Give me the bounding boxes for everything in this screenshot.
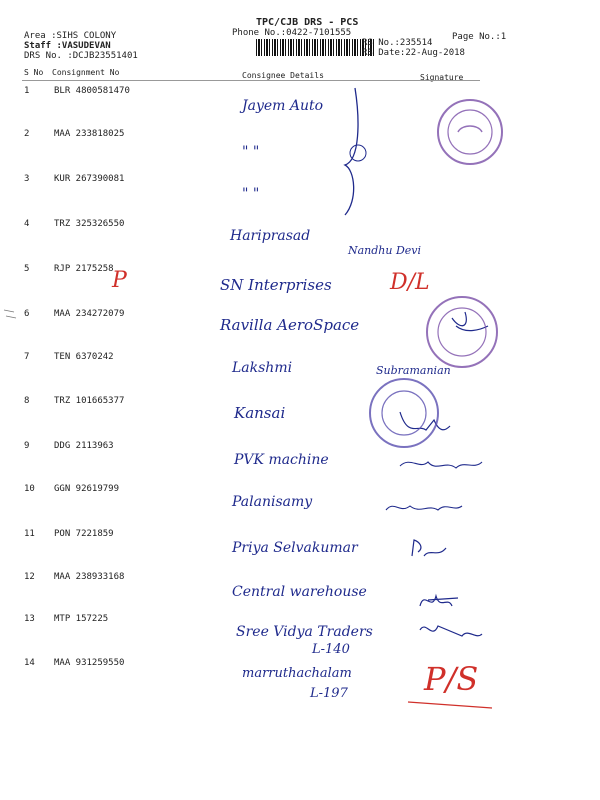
row-consignment-no: KUR 267390081 (54, 174, 125, 184)
rs-date: RS Date:22-Aug-2018 (362, 48, 465, 58)
row-sno: 6 (24, 309, 30, 319)
page-no: Page No.:1 (452, 32, 507, 42)
row-consignee: Palanisamy (232, 494, 313, 510)
row-sno: 14 (24, 658, 35, 668)
row-consignment-no: TEN 6370242 (54, 352, 114, 362)
sub-row13: L-140 (312, 642, 350, 657)
row-sno: 5 (24, 264, 30, 274)
sig-row12-scribble (420, 596, 458, 606)
row-consignment-no: MAA 931259550 (54, 658, 125, 668)
row-consignee: Sree Vidya Traders (236, 624, 373, 640)
row-sno: 7 (24, 352, 30, 362)
circled-3 (350, 145, 366, 161)
row-sno: 3 (24, 174, 30, 184)
row-consignee: PVK machine (234, 452, 329, 468)
row-consignment-no: RJP 2175258 (54, 264, 114, 274)
col-sno: S No (24, 68, 44, 77)
sig-row14: P/S (424, 660, 479, 698)
row-sno: 8 (24, 396, 30, 406)
row-consignment-no: GGN 92619799 (54, 484, 120, 494)
col-consignee: Consignee Details (242, 71, 324, 80)
row-consignment-no: BLR 4800581470 (54, 86, 130, 96)
stamp-2 (427, 297, 497, 367)
bracket-mark (345, 88, 358, 215)
row-consignee: Hariprasad (230, 228, 311, 244)
row-consignment-no: MAA 234272079 (54, 309, 125, 319)
doc-title: TPC/CJB DRS - PCS (256, 17, 359, 28)
stamp-1 (438, 100, 502, 164)
row-consignee: Central warehouse (232, 584, 367, 600)
sig-row10-scribble (386, 506, 462, 510)
col-signature: Signature (420, 73, 464, 82)
col-consignment: Consignment No (52, 68, 120, 77)
row-consignment-no: MAA 233818025 (54, 129, 125, 139)
sig-row13-scribble (420, 626, 482, 636)
row-sno: 10 (24, 484, 35, 494)
row-consignee: Jayem Auto (242, 98, 324, 114)
sig-row5: D/L (390, 270, 430, 295)
row-consignee: marruthachalam (242, 666, 352, 681)
row-sno: 12 (24, 572, 35, 582)
sig-row9-scribble (400, 462, 482, 468)
sig-row11-scribble (412, 540, 446, 556)
sig-row4: Nandhu Devi (348, 244, 422, 257)
row-sno: 11 (24, 529, 35, 539)
row-consignment-no: TRZ 325326550 (54, 219, 125, 229)
row-consignment-no: TRZ 101665377 (54, 396, 125, 406)
row-sno: 4 (24, 219, 30, 229)
row-consignee: Ravilla AeroSpace (220, 316, 360, 334)
margin-marks (4, 310, 16, 318)
area: Area :SIHS COLONY (24, 31, 117, 41)
sub-row14: L-197 (310, 686, 348, 701)
row-consignment-no: MAA 238933168 (54, 572, 125, 582)
rs-no: RS No.:235514 (362, 38, 433, 48)
phone-number: Phone No.:0422-7101555 (232, 28, 352, 38)
row-consignment-no: PON 7221859 (54, 529, 114, 539)
mark-row5: P (112, 268, 127, 293)
sig-row6-scribble (452, 312, 488, 331)
row-consignee: Lakshmi (232, 360, 293, 376)
row-consignee: Kansai (234, 404, 286, 422)
row-consignee: " " (242, 144, 260, 160)
sig-row7: Subramanian (376, 364, 451, 377)
row-sno: 9 (24, 441, 30, 451)
sig-row14-underline (408, 702, 492, 708)
drs-no: DRS No. :DCJB23551401 (24, 51, 138, 61)
staff: Staff :VASUDEVAN (24, 41, 111, 51)
stamp-3 (370, 379, 438, 447)
row-sno: 1 (24, 86, 30, 96)
row-consignment-no: DDG 2113963 (54, 441, 114, 451)
row-sno: 2 (24, 129, 30, 139)
row-sno: 13 (24, 614, 35, 624)
row-consignee: Priya Selvakumar (232, 540, 358, 556)
row-consignment-no: MTP 157225 (54, 614, 109, 624)
row-consignee: " " (242, 186, 260, 202)
row-consignee: SN Interprises (220, 276, 332, 294)
